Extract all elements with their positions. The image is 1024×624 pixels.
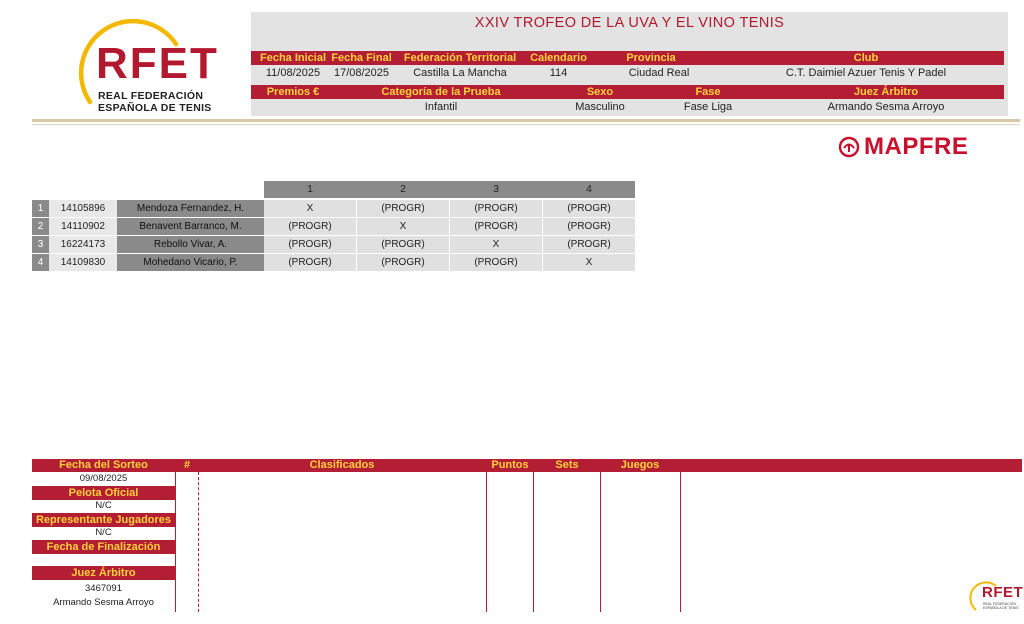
label-fecha-inicial: Fecha Inicial <box>259 52 327 64</box>
value-premios <box>257 100 329 114</box>
player-name: Mohedano Vicario, P. <box>117 254 264 271</box>
label-fecha-final: Fecha Final <box>331 52 392 64</box>
info-value-row-2 <box>251 100 1004 114</box>
player-number: 3 <box>32 236 49 253</box>
value-fecha-sorteo: 09/08/2025 <box>79 473 128 484</box>
event-title: XXIV TROFEO DE LA UVA Y EL VINO TENIS <box>474 15 785 31</box>
label-fecha-sorteo: Fecha del Sorteo <box>59 459 148 471</box>
result-cell: (PROGR) <box>543 218 635 235</box>
grid-col-header: 2 <box>357 181 449 198</box>
header-divider <box>32 119 1020 122</box>
grid-col-header: 1 <box>264 181 356 198</box>
column-divider <box>175 472 176 612</box>
label-sets: Sets <box>555 459 579 471</box>
value-federacion: Castilla La Mancha <box>413 67 507 79</box>
footer-logo-subtitle: REAL FEDERACIÓN ESPAÑOLA DE TENIS <box>983 602 1019 610</box>
label-federacion: Federación Territorial <box>403 52 517 64</box>
value-club: C.T. Daimiel Azuer Tenis Y Padel <box>785 67 947 79</box>
value-sexo: Masculino <box>575 101 625 113</box>
logo-subtitle-line1: REAL FEDERACIÓN <box>98 90 204 102</box>
label-juez-arbitro-bottom: Juez Árbitro <box>32 566 175 580</box>
value-juez-arbitro: Armando Sesma Arroyo <box>827 101 945 113</box>
rfet-logo <box>50 10 220 120</box>
player-name: Rebollo Vivar, A. <box>117 236 264 253</box>
result-cell: X <box>450 236 542 253</box>
result-cell: (PROGR) <box>543 200 635 217</box>
value-pelota-oficial: N/C <box>95 500 112 511</box>
label-fecha-finalizacion: Fecha de Finalización <box>32 540 175 554</box>
value-categoria: Infantil <box>424 101 458 113</box>
footer-logo-wordmark: RFET <box>982 584 1024 601</box>
sponsor-name: MAPFRE <box>864 133 969 160</box>
results-header-bar <box>32 459 1022 472</box>
label-premios: Premios € <box>266 86 320 98</box>
label-hash: # <box>183 459 191 471</box>
label-juez-arbitro: Juez Árbitro <box>853 86 919 98</box>
player-number: 1 <box>32 200 49 217</box>
logo-subtitle-line2: ESPAÑOLA DE TENIS <box>98 102 212 114</box>
logo-wordmark: RFET <box>96 39 219 88</box>
info-value-row-1 <box>251 66 1004 80</box>
result-cell: (PROGR) <box>543 236 635 253</box>
label-fase: Fase <box>695 86 721 98</box>
result-cell: (PROGR) <box>264 236 356 253</box>
label-sexo: Sexo <box>586 86 614 98</box>
result-cell: (PROGR) <box>357 200 449 217</box>
value-calendario: 114 <box>549 67 568 79</box>
sponsor-logo <box>838 133 968 161</box>
column-divider <box>486 472 487 612</box>
info-header-row-2 <box>251 85 1004 99</box>
footer-rfet-logo <box>966 580 1024 614</box>
result-cell: (PROGR) <box>450 218 542 235</box>
grid-col-header: 4 <box>543 181 635 198</box>
player-license: 14109830 <box>49 254 117 271</box>
value-juez-name: Armando Sesma Arroyo <box>53 597 154 608</box>
header-divider-thin <box>32 124 1020 125</box>
label-pelota-oficial: Pelota Oficial <box>32 486 175 500</box>
result-cell: (PROGR) <box>450 200 542 217</box>
column-divider-dashed <box>198 472 199 612</box>
player-license: 14110902 <box>49 218 117 235</box>
player-name: Mendoza Fernandez, H. <box>117 200 264 217</box>
mapfre-emblem-icon <box>838 136 860 158</box>
value-fecha-inicial: 11/08/2025 <box>265 67 321 79</box>
player-name: Benavent Barranco, M. <box>117 218 264 235</box>
label-calendario: Calendario <box>530 52 587 64</box>
result-cell: X <box>264 200 356 217</box>
value-juez-id: 3467091 <box>85 583 122 594</box>
result-cell: X <box>543 254 635 271</box>
player-number: 2 <box>32 218 49 235</box>
column-divider <box>533 472 534 612</box>
value-representante: N/C <box>95 527 112 538</box>
label-categoria: Categoría de la Prueba <box>381 86 501 98</box>
label-club: Club <box>853 52 879 64</box>
value-fecha-finalizacion <box>32 554 175 566</box>
result-cell: (PROGR) <box>450 254 542 271</box>
value-fecha-final: 17/08/2025 <box>333 67 390 79</box>
info-header-row-1 <box>251 51 1004 65</box>
player-license: 14105896 <box>49 200 117 217</box>
label-provincia: Provincia <box>626 52 676 64</box>
column-divider <box>680 472 681 612</box>
value-provincia: Ciudad Real <box>628 67 690 79</box>
label-juegos: Juegos <box>620 459 660 471</box>
result-cell: (PROGR) <box>264 254 356 271</box>
result-cell: (PROGR) <box>264 218 356 235</box>
result-cell: (PROGR) <box>357 236 449 253</box>
player-license: 16224173 <box>49 236 117 253</box>
column-divider <box>600 472 601 612</box>
result-cell: X <box>357 218 449 235</box>
value-fase: Fase Liga <box>683 101 733 113</box>
grid-col-header: 3 <box>450 181 542 198</box>
label-representante: Representante Jugadores <box>32 513 175 527</box>
result-cell: (PROGR) <box>357 254 449 271</box>
label-clasificados: Clasificados <box>309 459 375 471</box>
label-puntos: Puntos <box>491 459 529 471</box>
player-number: 4 <box>32 254 49 271</box>
